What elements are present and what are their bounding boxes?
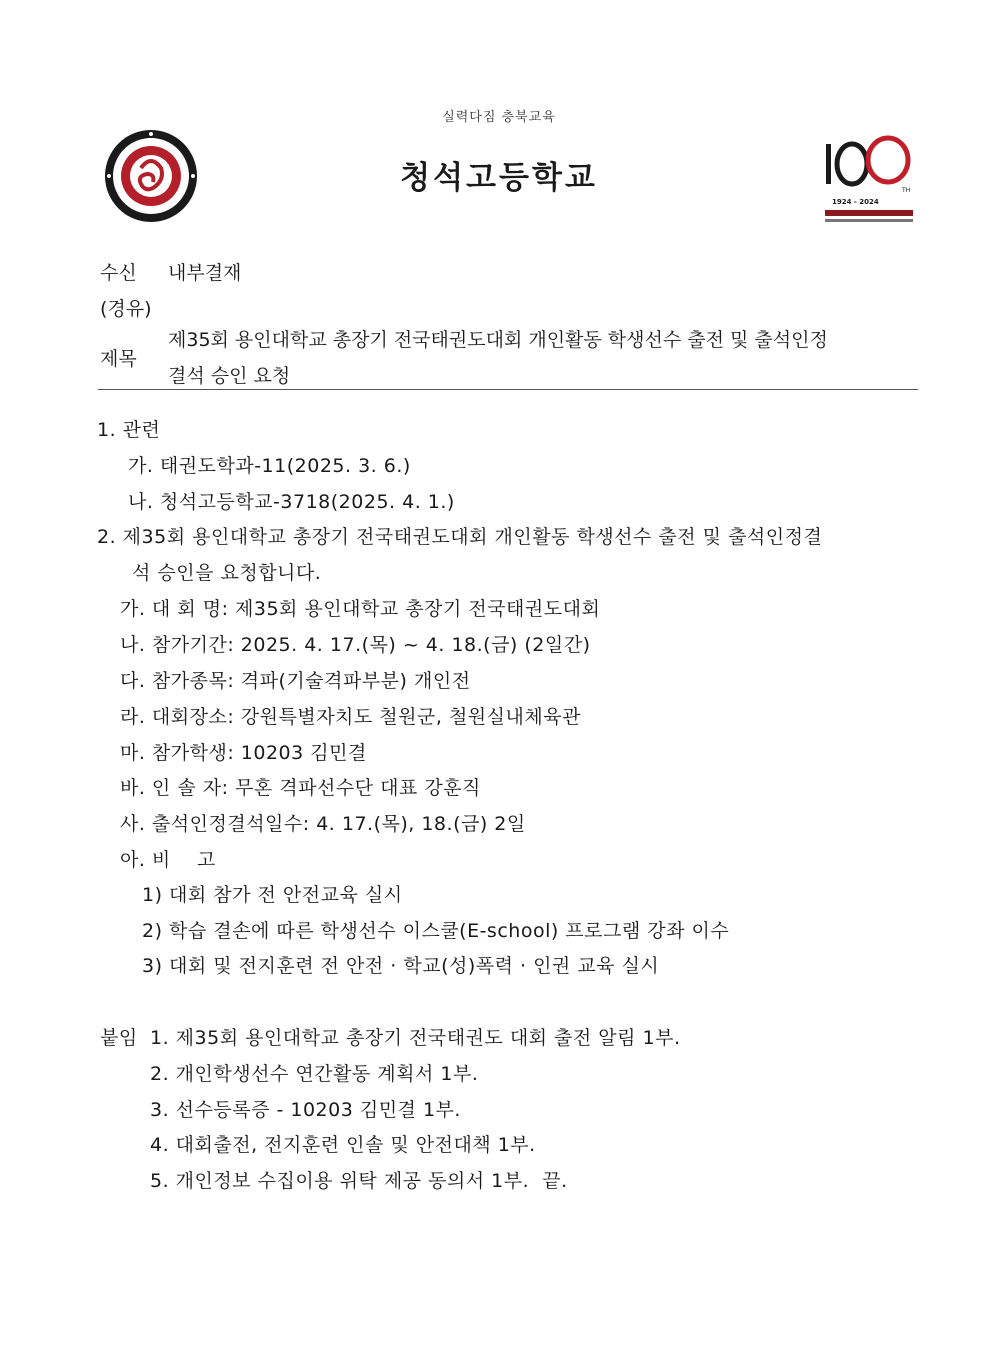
recipient-label: 수신 xyxy=(100,262,137,284)
detail-item: 나. 참가기간: 2025. 4. 17.(목) ~ 4. 18.(금) (2일간) xyxy=(120,634,591,656)
section-1-heading: 1. 관련 xyxy=(97,419,161,441)
section-2-line-2: 석 승인을 요청합니다. xyxy=(132,562,322,584)
note-item: 2) 학습 결손에 따른 학생선수 이스쿨(E-school) 프로그램 강좌 이수 xyxy=(142,920,730,942)
attachments-label: 붙임 xyxy=(100,1027,138,1049)
subject-label: 제목 xyxy=(100,348,137,370)
svg-text:1924 - 2024: 1924 - 2024 xyxy=(832,198,879,206)
note-item: 1) 대회 참가 전 안전교육 실시 xyxy=(142,884,403,906)
subject-line-2: 결석 승인 요청 xyxy=(168,365,291,387)
reference-a: 가. 태권도학과-11(2025. 3. 6.) xyxy=(128,455,411,477)
detail-item: 라. 대회장소: 강원특별자치도 철원군, 철원실내체육관 xyxy=(120,706,581,728)
attachment-item: 5. 개인정보 수집이용 위탁 제공 동의서 1부. 끝. xyxy=(150,1170,568,1192)
section-2-line-1: 2. 제35회 용인대학교 총장기 전국태권도대회 개인활동 학생선수 출전 및 출석인정결 xyxy=(97,526,823,548)
subject-line-1: 제35회 용인대학교 총장기 전국태권도대회 개인활동 학생선수 출전 및 출석인정 xyxy=(168,329,828,351)
attachment-item: 1. 제35회 용인대학교 총장기 전국태권도 대회 출전 알림 1부. xyxy=(150,1027,681,1049)
via-label: (경유) xyxy=(100,298,152,320)
header-divider xyxy=(98,389,918,390)
reference-b: 나. 청석고등학교-3718(2025. 4. 1.) xyxy=(128,491,455,513)
attachment-item: 4. 대회출전, 전지훈련 인솔 및 안전대책 1부. xyxy=(150,1134,536,1156)
detail-item: 아. 비 고 xyxy=(120,849,216,871)
slogan: 실력다짐 충북교육 xyxy=(442,110,556,125)
school-name: 청석고등학교 xyxy=(400,160,598,196)
attachment-item: 3. 선수등록증 - 10203 김민결 1부. xyxy=(150,1099,461,1121)
attachment-item: 2. 개인학생선수 연간활동 계획서 1부. xyxy=(150,1063,479,1085)
detail-item: 다. 참가종목: 격파(기술격파부분) 개인전 xyxy=(120,670,471,692)
detail-item: 사. 출석인정결석일수: 4. 17.(목), 18.(금) 2일 xyxy=(120,813,526,835)
detail-item: 가. 대 회 명: 제35회 용인대학교 총장기 전국태권도대회 xyxy=(120,598,601,620)
svg-text:TH: TH xyxy=(902,187,911,194)
anniversary-100-icon xyxy=(820,132,920,228)
detail-item: 바. 인 솔 자: 무혼 격파선수단 대표 강훈직 xyxy=(120,777,481,799)
recipient-value: 내부결재 xyxy=(168,262,242,284)
note-item: 3) 대회 및 전지훈련 전 안전 · 학교(성)폭력 · 인권 교육 실시 xyxy=(142,955,660,977)
detail-item: 마. 참가학생: 10203 김민결 xyxy=(120,742,367,764)
